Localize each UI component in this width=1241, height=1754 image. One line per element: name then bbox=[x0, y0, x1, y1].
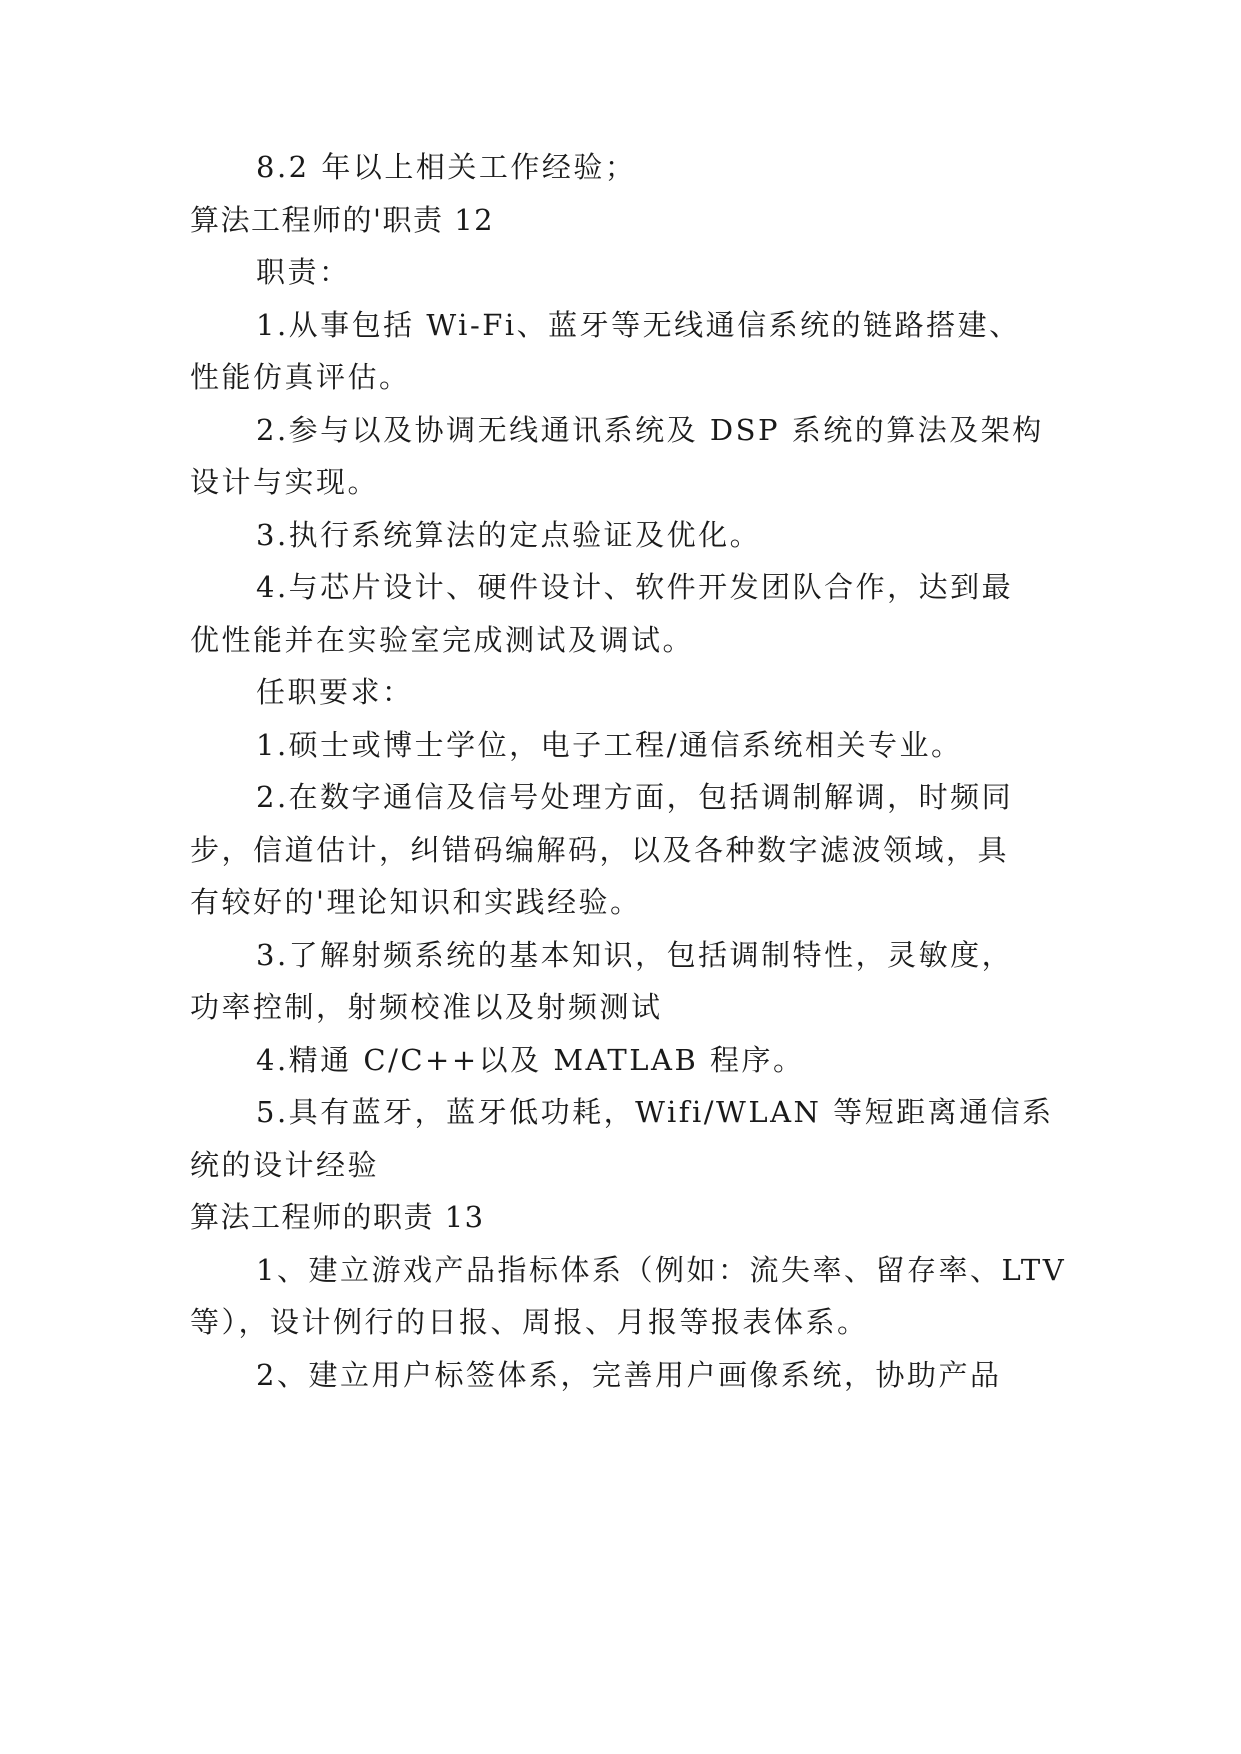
paragraph-line: 3.了解射频系统的基本知识，包括调制特性，灵敏度， bbox=[256, 938, 1014, 972]
paragraph-line: 等），设计例行的日报、周报、月报等报表体系。 bbox=[190, 1305, 869, 1339]
paragraph-line: 4.精通 C/C++以及 MATLAB 程序。 bbox=[256, 1043, 805, 1077]
paragraph-line: 性能仿真评估。 bbox=[190, 360, 411, 394]
paragraph-line: 2.在数字通信及信号处理方面，包括调制解调，时频同 bbox=[256, 780, 1014, 814]
paragraph-line: 2.参与以及协调无线通讯系统及 DSP 系统的算法及架构 bbox=[256, 413, 1044, 447]
paragraph-line: 8.2 年以上相关工作经验； bbox=[256, 150, 637, 184]
paragraph-line: 1.硕士或博士学位，电子工程/通信系统相关专业。 bbox=[256, 728, 963, 762]
paragraph-line: 4.与芯片设计、硬件设计、软件开发团队合作，达到最 bbox=[256, 570, 1014, 604]
paragraph-line: 5.具有蓝牙，蓝牙低功耗，Wifi/WLAN 等短距离通信系 bbox=[256, 1095, 1054, 1129]
paragraph-line: 步，信道估计，纠错码编解码，以及各种数字滤波领域，具 bbox=[190, 833, 1010, 867]
paragraph-line: 任职要求： bbox=[256, 675, 414, 709]
paragraph-line: 统的设计经验 bbox=[190, 1148, 380, 1182]
paragraph-line: 有较好的'理论知识和实践经验。 bbox=[190, 885, 642, 919]
paragraph-line: 优性能并在实验室完成测试及调试。 bbox=[190, 623, 695, 657]
paragraph-line: 1、建立游戏产品指标体系（例如：流失率、留存率、LTV bbox=[256, 1253, 1067, 1287]
paragraph-line: 功率控制，射频校准以及射频测试 bbox=[190, 990, 663, 1024]
paragraph-line: 1.从事包括 Wi-Fi、蓝牙等无线通信系统的链路搭建、 bbox=[256, 308, 1021, 342]
paragraph-line: 设计与实现。 bbox=[190, 465, 380, 499]
section-heading: 算法工程师的职责 13 bbox=[190, 1200, 485, 1234]
paragraph-line: 3.执行系统算法的定点验证及优化。 bbox=[256, 518, 762, 552]
paragraph-line: 职责： bbox=[256, 255, 351, 289]
section-heading: 算法工程师的'职责 12 bbox=[190, 203, 495, 237]
paragraph-line: 2、建立用户标签体系，完善用户画像系统，协助产品 bbox=[256, 1358, 1002, 1392]
